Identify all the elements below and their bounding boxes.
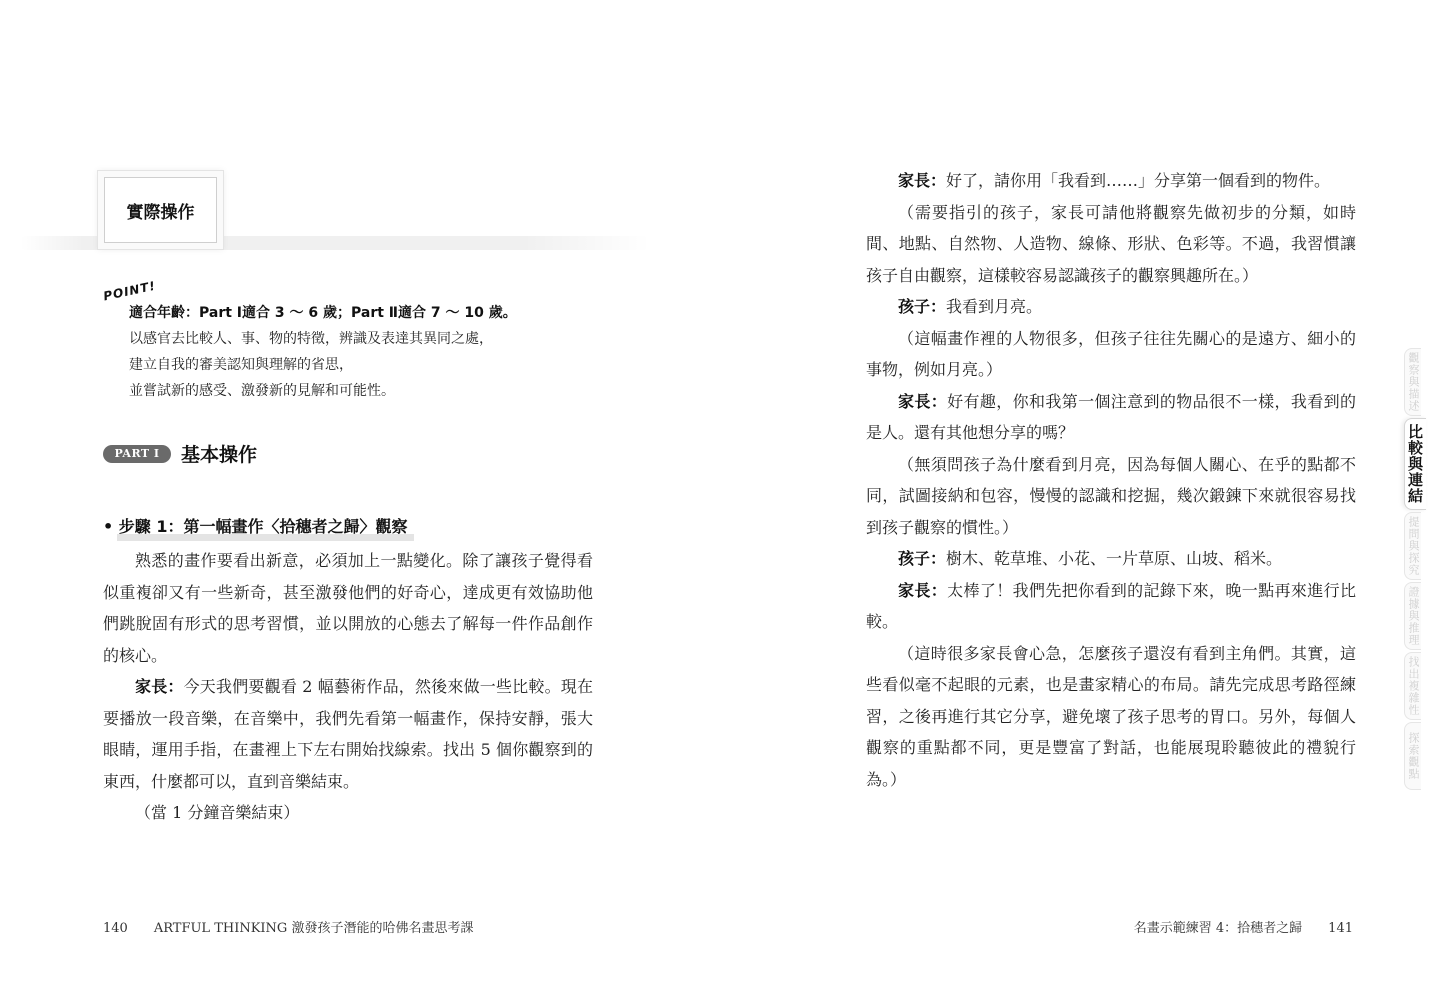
paragraph-text: 樹木、乾草堆、小花、一片草原、山坡、稻米。 xyxy=(946,549,1283,568)
right-page xyxy=(728,0,1456,988)
paragraph xyxy=(103,545,593,671)
section-title-frame xyxy=(97,170,224,250)
dialogue-paragraph xyxy=(866,386,1356,449)
thumb-tab-evidence-reasoning: 證據與推理 xyxy=(1404,582,1421,650)
part-badge: PART Ⅰ xyxy=(103,445,171,463)
book-title: ARTFUL THINKING 激發孩子潛能的哈佛名畫思考課 xyxy=(153,921,474,936)
paragraph-text: 好有趣，你和我第一個注意到的物品很不一樣，我看到的是人。還有其他想分享的嗎？ xyxy=(866,391,1356,442)
note-paragraph xyxy=(866,449,1356,544)
dialogue-paragraph xyxy=(866,575,1356,638)
paragraph-text: 我看到月亮。 xyxy=(946,297,1043,316)
note-paragraph xyxy=(866,197,1356,292)
section-title: 實際操作 xyxy=(104,177,217,243)
page-number: 141 xyxy=(1328,921,1353,936)
step-heading: • 步驟 1：第一幅畫作〈拾穗者之歸〉觀察 xyxy=(103,517,408,536)
paragraph-text: （這幅畫作裡的人物很多，但孩子往往先關心的是遠方、細小的事物，例如月亮。） xyxy=(866,328,1356,379)
thumb-tabs xyxy=(1404,348,1456,792)
point-block xyxy=(129,300,517,404)
age-line: 適合年齡：Part Ⅰ適合 3 ～ 6 歲；Part Ⅱ適合 7 ～ 10 歲。 xyxy=(129,305,517,321)
dialogue-paragraph xyxy=(866,165,1356,197)
paragraph xyxy=(103,797,593,829)
point-label: POINT! xyxy=(102,278,158,304)
thumb-tab-complexity: 找出複雜性 xyxy=(1404,652,1421,720)
speaker-label: 家長： xyxy=(898,580,948,600)
note-paragraph xyxy=(866,638,1356,796)
thumb-tab-perspectives: 探索觀點 xyxy=(1404,722,1421,790)
left-body-text xyxy=(103,545,593,829)
paragraph-text: 好了，請你用「我看到……」分享第一個看到的物件。 xyxy=(946,171,1331,190)
thumb-tab-compare-connect: 比較與連結 xyxy=(1404,418,1426,510)
dialogue-paragraph xyxy=(866,543,1356,575)
paragraph-text: （當 1 分鐘音樂結束） xyxy=(135,803,300,822)
speaker-label: 孩子： xyxy=(898,549,947,568)
chapter-title: 名畫示範練習 4：拾穗者之歸 xyxy=(1133,921,1303,936)
paragraph-text: （無須問孩子為什麼看到月亮，因為每個人關心、在乎的點都不同，試圖接納和包容，慢慢的認識和挖掘，幾次鍛鍊下來就很容易找到孩子觀察的慣性。） xyxy=(866,454,1356,537)
speaker-label: 孩子： xyxy=(898,297,947,316)
speaker-label: 家長： xyxy=(898,171,947,190)
speaker-label: 家長： xyxy=(898,391,948,411)
paragraph-text: 熟悉的畫作要看出新意，必須加上一點變化。除了讓孩子覺得看似重複卻又有一些新奇，甚至激發他們的好奇心，達成更有效協助他們跳脫固有形式的思考習慣，並以開放的心態去了解每一件作品創作的核心。 xyxy=(103,551,593,665)
thumb-tab-observe-describe: 觀察與描述 xyxy=(1404,348,1421,416)
right-footer xyxy=(1134,917,1353,936)
note-paragraph xyxy=(866,323,1356,386)
paragraph-text: 太棒了！我們先把你看到的記錄下來，晚一點再來進行比較。 xyxy=(866,580,1356,631)
point-line: 並嘗試新的感受、激發新的見解和可能性。 xyxy=(129,383,395,399)
left-footer xyxy=(103,917,473,936)
point-line: 以感官去比較人、事、物的特徵，辨識及表達其異同之處， xyxy=(129,331,493,347)
paragraph-text: 今天我們要觀看 2 幅藝術作品，然後來做一些比較。現在要播放一段音樂，在音樂中，我們先看第一幅畫作，保持安靜，張大眼睛，運用手指，在畫裡上下左右開始找線索。找出 5 個你觀察到的東西，什麼都可以，直到音樂結束。 xyxy=(103,677,593,791)
right-body-text xyxy=(866,165,1356,795)
dialogue-paragraph xyxy=(866,291,1356,323)
point-line: 建立自我的審美認知與理解的省思， xyxy=(129,357,353,373)
paragraph-text: （需要指引的孩子，家長可請他將觀察先做初步的分類，如時間、地點、自然物、人造物、線條、形狀、色彩等。不過，我習慣讓孩子自由觀察，這樣較容易認識孩子的觀察興趣所在。） xyxy=(866,202,1356,285)
thumb-tab-question-explore: 提問與探究 xyxy=(1404,512,1421,580)
speaker-label: 家長： xyxy=(135,677,184,696)
dialogue-paragraph xyxy=(103,671,593,797)
paragraph-text: （這時很多家長會心急，怎麼孩子還沒有看到主角們。其實，這些看似毫不起眼的元素，也是畫家精心的布局。請先完成思考路徑練習，之後再進行其它分享，避免壞了孩子思考的胃口。另外，每個人觀察的重點都不同，更是豐富了對話，也能展現聆聽彼此的禮貌行為。） xyxy=(866,643,1356,789)
part-title: 基本操作 xyxy=(181,444,258,466)
part-heading xyxy=(103,440,257,467)
page-number: 140 xyxy=(103,921,128,936)
